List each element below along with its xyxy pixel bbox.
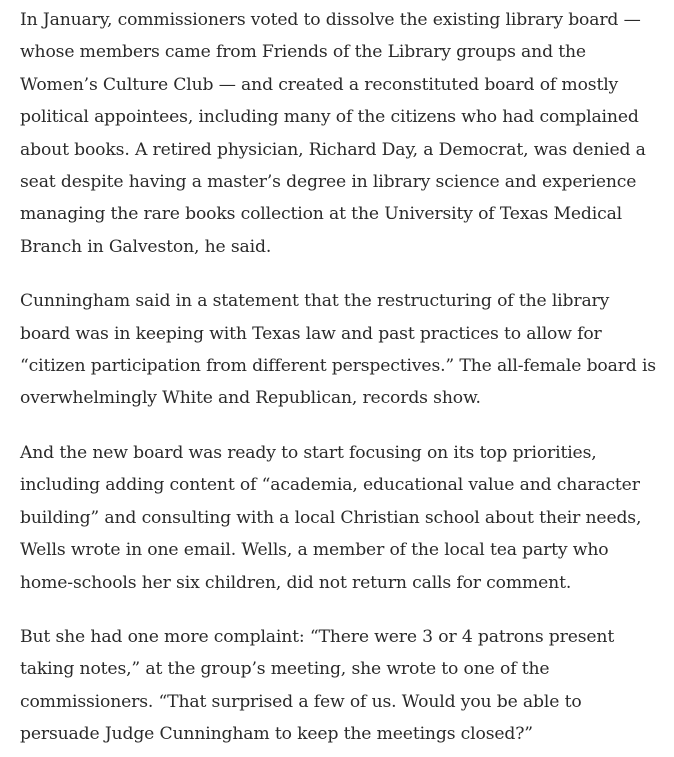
article-paragraph-3: And the new board was ready to start focusing on its top priorities, including adding content of “academia, educational value and character building” and consulting with a local Christian school about their needs, Wells wrote in one email. Wells, a member of the local tea party who home-schools her six children, did not return calls for comment.: [20, 442, 642, 593]
article-paragraph-4: But she had one more complaint: “There were 3 or 4 patrons present taking notes,” at the group’s meeting, she wrote to one of the commissioners. “That surprised a few of us. Would you be able to persuade Judge Cunningham to keep the meetings closed?”: [20, 626, 615, 745]
article-paragraph-1: In January, commissioners voted to dissolve the existing library board — whose members came from Friends of the Library groups and the Women’s Culture Club — and created a reconstituted board of mostly political appointees, including many of the citizens who had complained about books. A retired physician, Richard Day, a Democrat, was denied a seat despite having a master’s degree in library science and experience managing the rare books collection at the University of Texas Medical Branch in Galveston, he said.: [20, 10, 646, 257]
article-paragraph-2: Cunningham said in a statement that the restructuring of the library board was in keeping with Texas law and past practices to allow for “citizen participation from different perspectives.” The all-female board is overwhelmingly White and Republican, records show.: [20, 291, 656, 409]
